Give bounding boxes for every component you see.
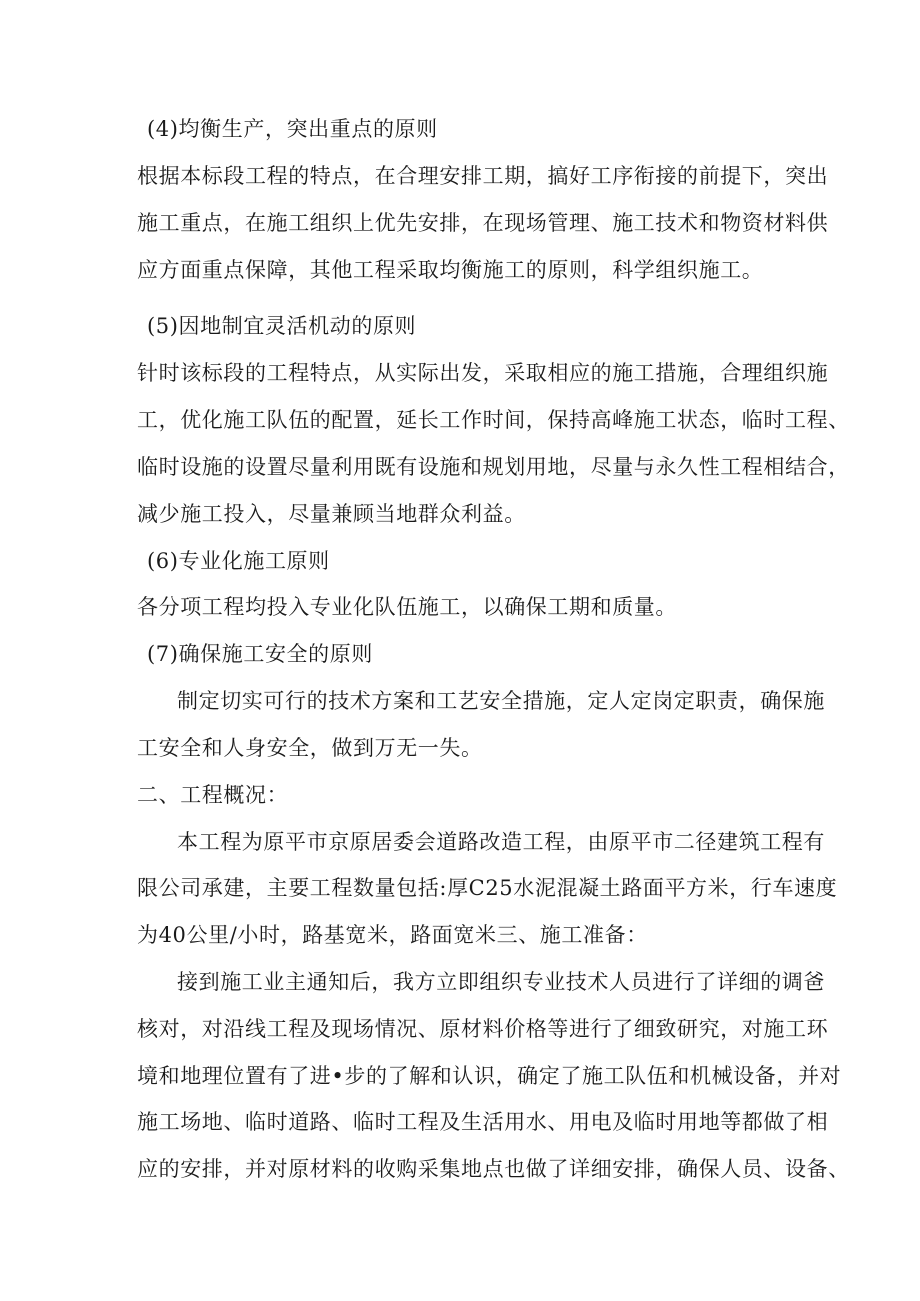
heading-principle-6: (6)专业化施工原则 xyxy=(147,549,330,573)
paragraph-line: 施工场地、临时道路、临时工程及生活用水、用电及临时用地等都做了相 xyxy=(137,1110,829,1134)
paragraph-line: 限公司承建，主要工程数量包括:厚C25水泥混凝土路面平方米，行车速度 xyxy=(137,876,838,900)
heading-principle-5: (5)因地制宜灵活机动的原则 xyxy=(147,314,417,338)
paragraph-line: 应的安排，并对原材料的收购采集地点也做了详细安排，确保人员、设备、 xyxy=(137,1157,850,1181)
paragraph-line: 针时该标段的工程特点，从实际出发，采取相应的施工措施，合理组织施 xyxy=(137,361,829,385)
paragraph-line: 应方面重点保障，其他工程采取均衡施工的原则，科学组织施工。 xyxy=(137,258,764,282)
paragraph-line: 减少施工投入，尽量兼顾当地群众利益。 xyxy=(137,502,526,526)
paragraph-line: 为40公里/小时，路基宽米，路面宽米三、施工准备： xyxy=(137,923,648,947)
paragraph-line: 根据本标段工程的特点，在合理安排工期，搞好工序衔接的前提下，突出 xyxy=(137,164,829,188)
heading-principle-4: (4)均衡生产，突出重点的原则 xyxy=(147,117,438,141)
paragraph-line: 境和地理位置有了进•步的了解和认识，确定了施工队伍和机械设备，并对 xyxy=(137,1064,842,1088)
paragraph-line: 工安全和人身安全，做到万无一失。 xyxy=(137,736,483,760)
paragraph-line: 施工重点，在施工组织上优先安排，在现场管理、施工技术和物资材料供 xyxy=(137,211,829,235)
paragraph-line: 核对，对沿线工程及现场情况、原材料价格等进行了细致研究，对施工环 xyxy=(137,1017,829,1041)
paragraph-line: 各分项工程均投入专业化队伍施工，以确保工期和质量。 xyxy=(137,595,677,619)
section-heading-project-overview: 二、工程概况： xyxy=(137,783,289,807)
paragraph-line: 本工程为原平市京原居委会道路改造工程，由原平市二径建筑工程有 xyxy=(177,830,825,854)
paragraph-line: 制定切实可行的技术方案和工艺安全措施，定人定岗定职责，确保施 xyxy=(177,689,825,713)
paragraph-line: 接到施工业主通知后，我方立即组织专业技术人员进行了详细的调爸 xyxy=(177,970,825,994)
paragraph-line: 工，优化施工队伍的配置，延长工作时间，保持高峰施工状态，临时工程、 xyxy=(137,408,850,432)
paragraph-line: 临时设施的设置尽量利用既有设施和规划用地，尽量与永久性工程相结合， xyxy=(137,455,850,479)
heading-principle-7: (7)确保施工安全的原则 xyxy=(147,642,373,666)
